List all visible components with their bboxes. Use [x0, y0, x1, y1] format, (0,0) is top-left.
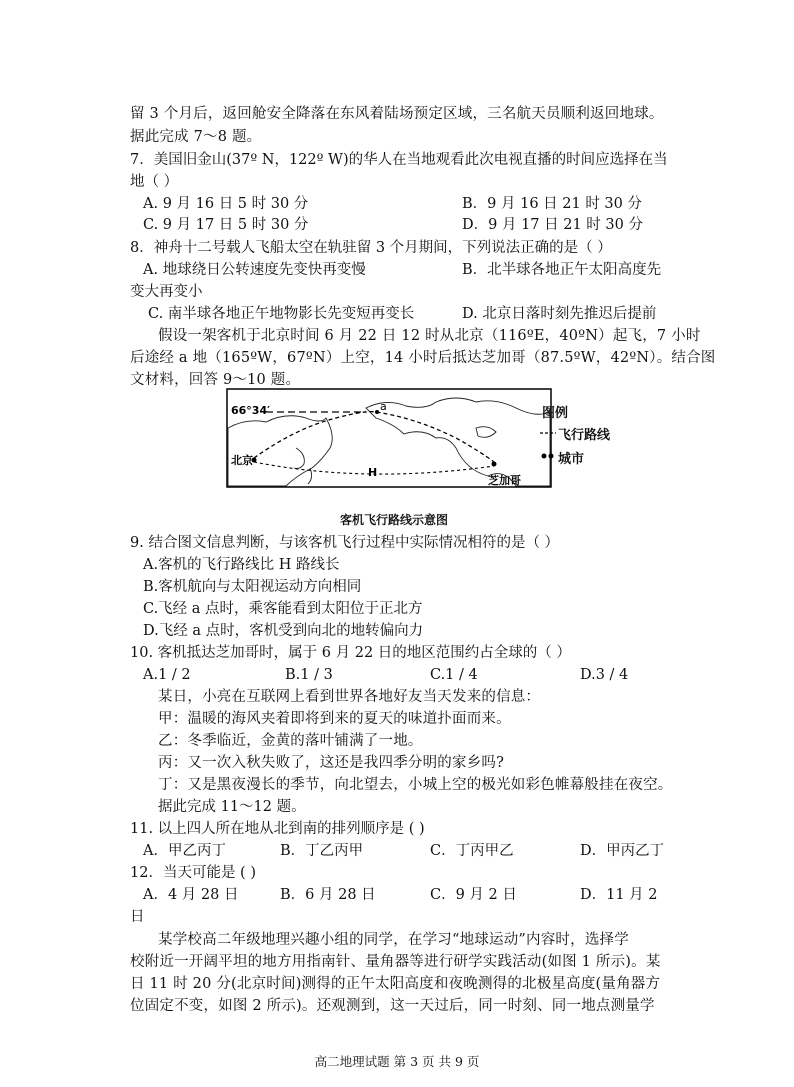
material-text: 后途经 a 地（165ºW，67ºN）上空，14 小时后抵达芝加哥（87.5ºW，42ºN）。结合图 — [130, 350, 716, 366]
q8-option-a: A. 地球绕日公转速度先变快再变慢 — [143, 262, 366, 278]
material-text: 校附近一开阔平坦的地方用指南针、量角器等进行研学实践活动(如图 1 所示)。某 — [130, 954, 661, 970]
q12-option-a: A．4 月 28 日 — [143, 887, 239, 903]
message-yi: 乙：冬季临近，金黄的落叶铺满了一地。 — [158, 733, 423, 749]
beijing-label: 北京 — [231, 454, 253, 467]
question-10: 10. 客机抵达芝加哥时，属于 6 月 22 日的地区范围约占全球的（ ） — [130, 645, 571, 661]
q8-option-c: C. 南半球各地正午地物影长先变短再变长 — [148, 306, 415, 322]
question-12: 12．当天可能是 ( ) — [130, 865, 256, 881]
material-text: 某日，小亮在互联网上看到世界各地好友当天发来的信息： — [158, 689, 541, 705]
q10-option-d: D.3 / 4 — [580, 667, 629, 683]
q11-option-b: B．丁乙丙甲 — [280, 843, 364, 859]
q10-option-b: B.1 / 3 — [285, 667, 333, 683]
q12-option-c: C．9 月 2 日 — [430, 887, 517, 903]
q10-option-a: A.1 / 2 — [143, 667, 191, 683]
q11-option-a: A．甲乙丙丁 — [143, 843, 226, 859]
q12-option-d-cont: 日 — [130, 909, 145, 925]
chicago-label: 芝加哥 — [488, 474, 521, 487]
q11-option-c: C．丁丙甲乙 — [430, 843, 514, 859]
page-footer: 高二地理试题 第 3 页 共 9 页 — [314, 1054, 480, 1069]
legend-city-label: 城市 — [558, 452, 585, 467]
q8-option-b: B．北半球各地正午太阳高度先 — [462, 262, 662, 278]
legend-title: 图例 — [542, 406, 569, 421]
text-line: 留 3 个月后，返回舱安全降落在东风着陆场预定区域，三名航天员顺利返回地球。 — [130, 106, 664, 122]
question-8: 8．神舟十二号载人飞船太空在轨驻留 3 个月期间，下列说法正确的是（ ） — [130, 240, 612, 256]
material-text: 位固定不变，如图 2 所示)。还观测到，这一天过后，同一时刻、同一地点测量学 — [130, 998, 655, 1014]
message-jia: 甲：温暖的海风夹着即将到来的夏天的味道扑面而来。 — [158, 711, 511, 727]
question-9: 9. 结合图文信息判断，与该客机飞行过程中实际情况相符的是（ ） — [130, 535, 560, 551]
point-a-marker — [375, 410, 379, 414]
q7-option-d: D．9 月 17 日 21 时 30 分 — [462, 217, 643, 233]
q7-option-c: C. 9 月 17 日 5 时 30 分 — [143, 217, 309, 233]
material-text: 某学校高二年级地理兴趣小组的同学，在学习“地球运动”内容时，选择学 — [158, 932, 629, 948]
legend-city-symbol — [540, 452, 556, 460]
q11-option-d: D．甲丙乙丁 — [580, 843, 665, 859]
q9-option-b: B.客机航向与太阳视运动方向相同 — [143, 579, 362, 595]
q9-option-c: C.飞经 a 点时，乘客能看到太阳位于正北方 — [143, 601, 423, 617]
q7-option-b: B．9 月 16 日 21 时 30 分 — [462, 196, 642, 212]
legend-route-symbol — [540, 430, 556, 436]
q9-option-d: D.飞经 a 点时，客机受到向北的地转偏向力 — [143, 623, 424, 639]
material-text: 文材料，回答 9～10 题。 — [130, 372, 301, 388]
message-bing: 丙：又一次入秋失败了，这还是我四季分明的家乡吗? — [158, 755, 505, 771]
message-ding: 丁：又是黑夜漫长的季节，向北望去，小城上空的极光如彩色帷幕般挂在夜空。 — [158, 777, 673, 793]
legend-route-label: 飞行路线 — [558, 428, 611, 443]
question-7: 7．美国旧金山(37º N，122º W)的华人在当地观看此次电视直播的时间应选择在当 — [130, 152, 668, 168]
q9-option-a: A.客机的飞行路线比 H 路线长 — [143, 557, 340, 573]
point-a-label: a — [380, 400, 387, 413]
figure-caption: 客机飞行路线示意图 — [340, 513, 449, 527]
q12-option-d: D．11 月 2 — [580, 887, 658, 903]
question-7-cont: 地（ ） — [130, 174, 179, 190]
route-h-label: H — [368, 466, 378, 479]
question-11: 11. 以上四人所在地从北到南的排列顺序是 ( ) — [130, 821, 425, 837]
q7-option-a: A. 9 月 16 日 5 时 30 分 — [143, 196, 309, 212]
chicago-city-marker — [492, 462, 497, 467]
material-text: 据此完成 11～12 题。 — [158, 799, 306, 815]
q8-option-d: D. 北京日落时刻先推迟后提前 — [462, 306, 657, 322]
flight-route-map — [226, 388, 552, 488]
latitude-label: 66°34′ — [231, 404, 271, 417]
material-text: 日 11 时 20 分(北京时间)测得的正午太阳高度和夜晚测得的北极星高度(量角器方 — [130, 976, 661, 992]
text-line: 据此完成 7～8 题。 — [130, 129, 262, 145]
q8-option-b-cont: 变大再变小 — [130, 284, 203, 300]
q10-option-c: C.1 / 4 — [430, 667, 478, 683]
q12-option-b: B．6 月 28 日 — [280, 887, 376, 903]
material-text: 假设一架客机于北京时间 6 月 22 日 12 时从北京（116ºE，40ºN）起飞，7 小时 — [158, 328, 701, 344]
